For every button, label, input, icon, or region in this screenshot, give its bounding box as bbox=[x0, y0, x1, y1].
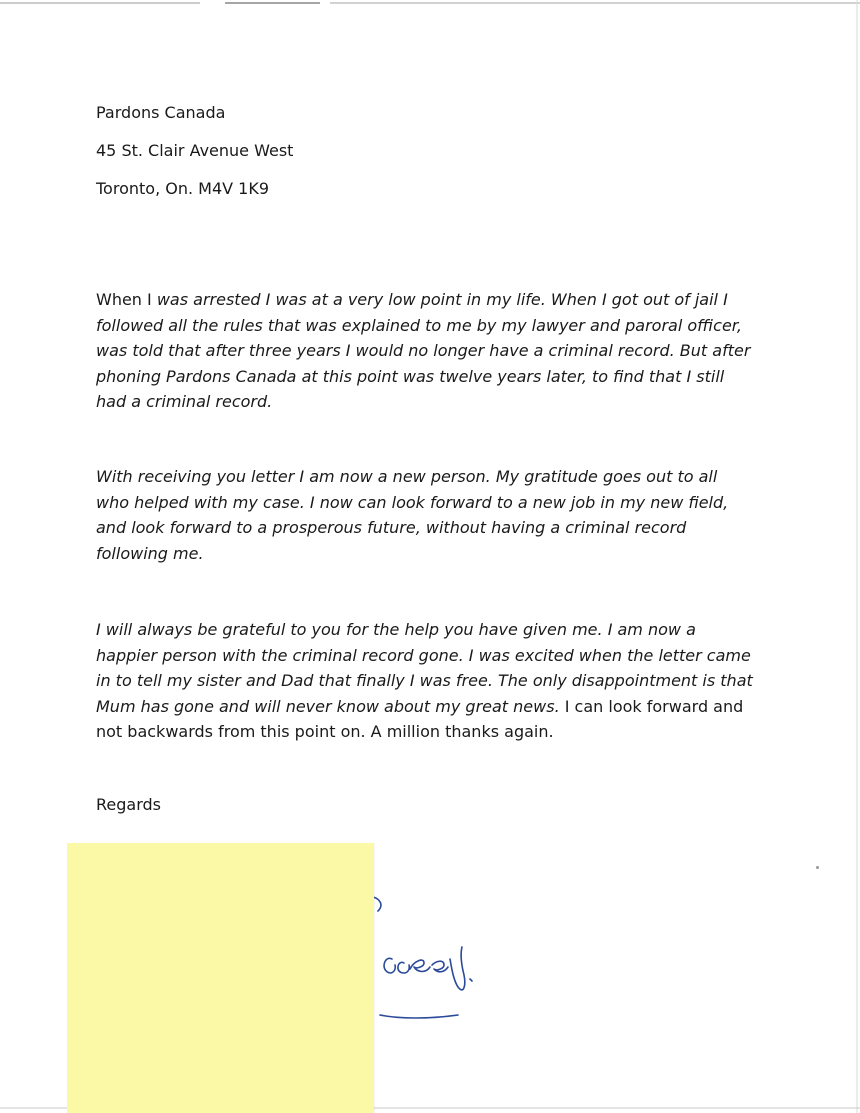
paragraph-1-line-1-text: was arrested I was at a very low point in my life. When I got out of jail I bbox=[156, 290, 728, 309]
paragraph-2 bbox=[96, 464, 776, 566]
paragraph-3-line-4-regular: I can look forward and bbox=[559, 696, 744, 716]
paragraph-2-line-4: following me. bbox=[96, 543, 204, 563]
paragraph-1-line-5: had a criminal record. bbox=[96, 392, 273, 411]
recipient-street: 45 St. Clair Avenue West bbox=[96, 141, 294, 160]
paragraph-1 bbox=[96, 287, 776, 415]
recipient-organization: Pardons Canada bbox=[96, 103, 226, 122]
closing-regards: Regards bbox=[96, 795, 161, 814]
paragraph-3-line-2: happier person with the criminal record gone. I was excited when the letter came bbox=[96, 645, 751, 665]
recipient-address bbox=[96, 103, 293, 217]
paragraph-1-line-4: phoning Pardons Canada at this point was twelve years later, to find that I still bbox=[96, 366, 725, 386]
sticky-note-redaction bbox=[67, 843, 374, 1113]
paragraph-1-line-1 bbox=[96, 287, 776, 313]
paragraph-3-line-4 bbox=[96, 694, 776, 720]
paragraph-3-line-1: I will always be grateful to you for the help you have given me. I am now a bbox=[96, 620, 696, 639]
paragraph-2-line-1: With receiving you letter I am now a new person. My gratitude goes out to all bbox=[96, 467, 718, 486]
paragraph-1-line-3: was told that after three years I would no longer have a criminal record. But after bbox=[96, 341, 751, 360]
paragraph-1-lead: When I bbox=[96, 290, 157, 309]
paragraph-3-line-5: not backwards from this point on. A million thanks again. bbox=[96, 722, 554, 741]
scan-speck bbox=[816, 866, 819, 869]
paragraph-3-line-4-italic: Mum has gone and will never know about my great news. bbox=[96, 696, 560, 716]
recipient-city-postal: Toronto, On. M4V 1K9 bbox=[96, 179, 270, 198]
scan-edge-top bbox=[0, 0, 860, 8]
paragraph-3 bbox=[96, 617, 776, 745]
scan-edge-right bbox=[850, 0, 860, 1113]
paragraph-1-line-2: followed all the rules that was explained to me by my lawyer and paroral officer, bbox=[96, 315, 742, 335]
paragraph-3-line-3: in to tell my sister and Dad that finally I was free. The only disappointment is that bbox=[96, 671, 753, 690]
paragraph-2-line-3: and look forward to a prosperous future, without having a criminal record bbox=[96, 518, 687, 537]
paragraph-2-line-2: who helped with my case. I now can look forward to a new job in my new field, bbox=[96, 492, 729, 512]
